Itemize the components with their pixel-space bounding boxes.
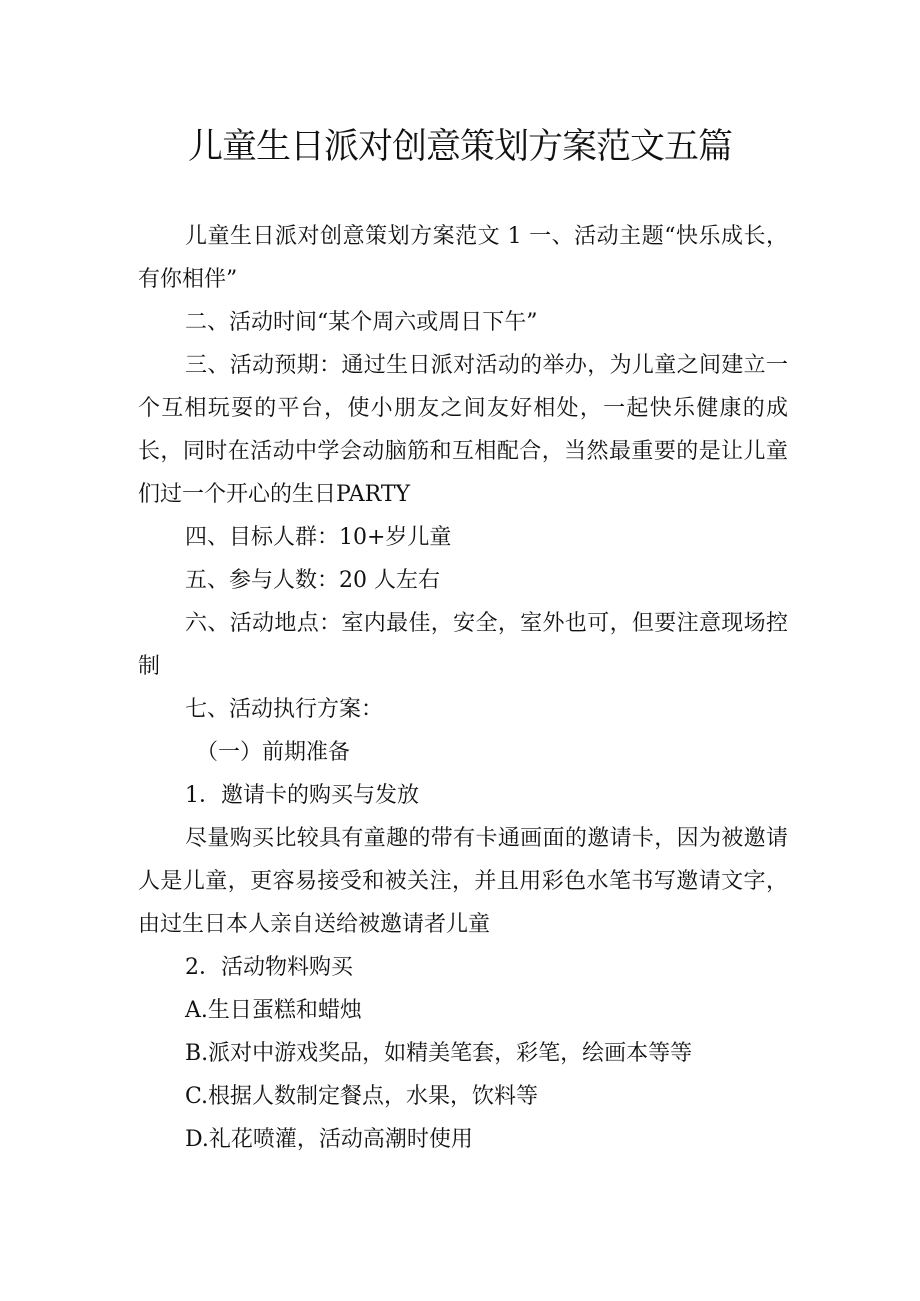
paragraph-target-group: 四、目标人群：10+岁儿童 (185, 525, 452, 550)
paragraph-preparation-heading: （一）前期准备 (196, 740, 351, 765)
paragraph-activity-time: 二、活动时间“某个周六或周日下午” (185, 310, 538, 335)
document-body (138, 215, 788, 1161)
paragraph-execution-plan: 七、活动执行方案： (185, 697, 384, 722)
paragraph-item-b: B.派对中游戏奖品，如精美笔套，彩笔，绘画本等等 (185, 1041, 693, 1066)
paragraph-participant-count: 五、参与人数：20 人左右 (185, 568, 440, 593)
paragraph-item-d: D.礼花喷灌，活动高潮时使用 (185, 1127, 473, 1152)
document-title: 儿童生日派对创意策划方案范文五篇 (187, 127, 732, 167)
paragraph-activity-location: 六、活动地点：室内最佳，安全，室外也可，但要注意现场控制 (138, 611, 788, 679)
paragraph-invitation-heading: 1．邀请卡的购买与发放 (185, 783, 419, 808)
paragraph-item-c: C.根据人数制定餐点，水果，饮料等 (185, 1084, 539, 1109)
paragraph-item-a: A.生日蛋糕和蜡烛 (185, 998, 362, 1023)
paragraph-materials-heading: 2．活动物料购买 (185, 955, 353, 980)
paragraph-activity-theme: 儿童生日派对创意策划方案范文 1 一、活动主题“快乐成长，有你相伴” (138, 224, 788, 292)
paragraph-activity-expectation: 三、活动预期：通过生日派对活动的举办，为儿童之间建立一个互相玩耍的平台，使小朋友之间友好相处，一起快乐健康的成长，同时在活动中学会动脑筋和互相配合，当然最重要的是让儿童们过一个开心的生日PARTY (138, 353, 788, 507)
paragraph-invitation-details: 尽量购买比较具有童趣的带有卡通画面的邀请卡，因为被邀请人是儿童，更容易接受和被关注，并且用彩色水笔书写邀请文字，由过生日本人亲自送给被邀请者儿童 (138, 826, 788, 937)
